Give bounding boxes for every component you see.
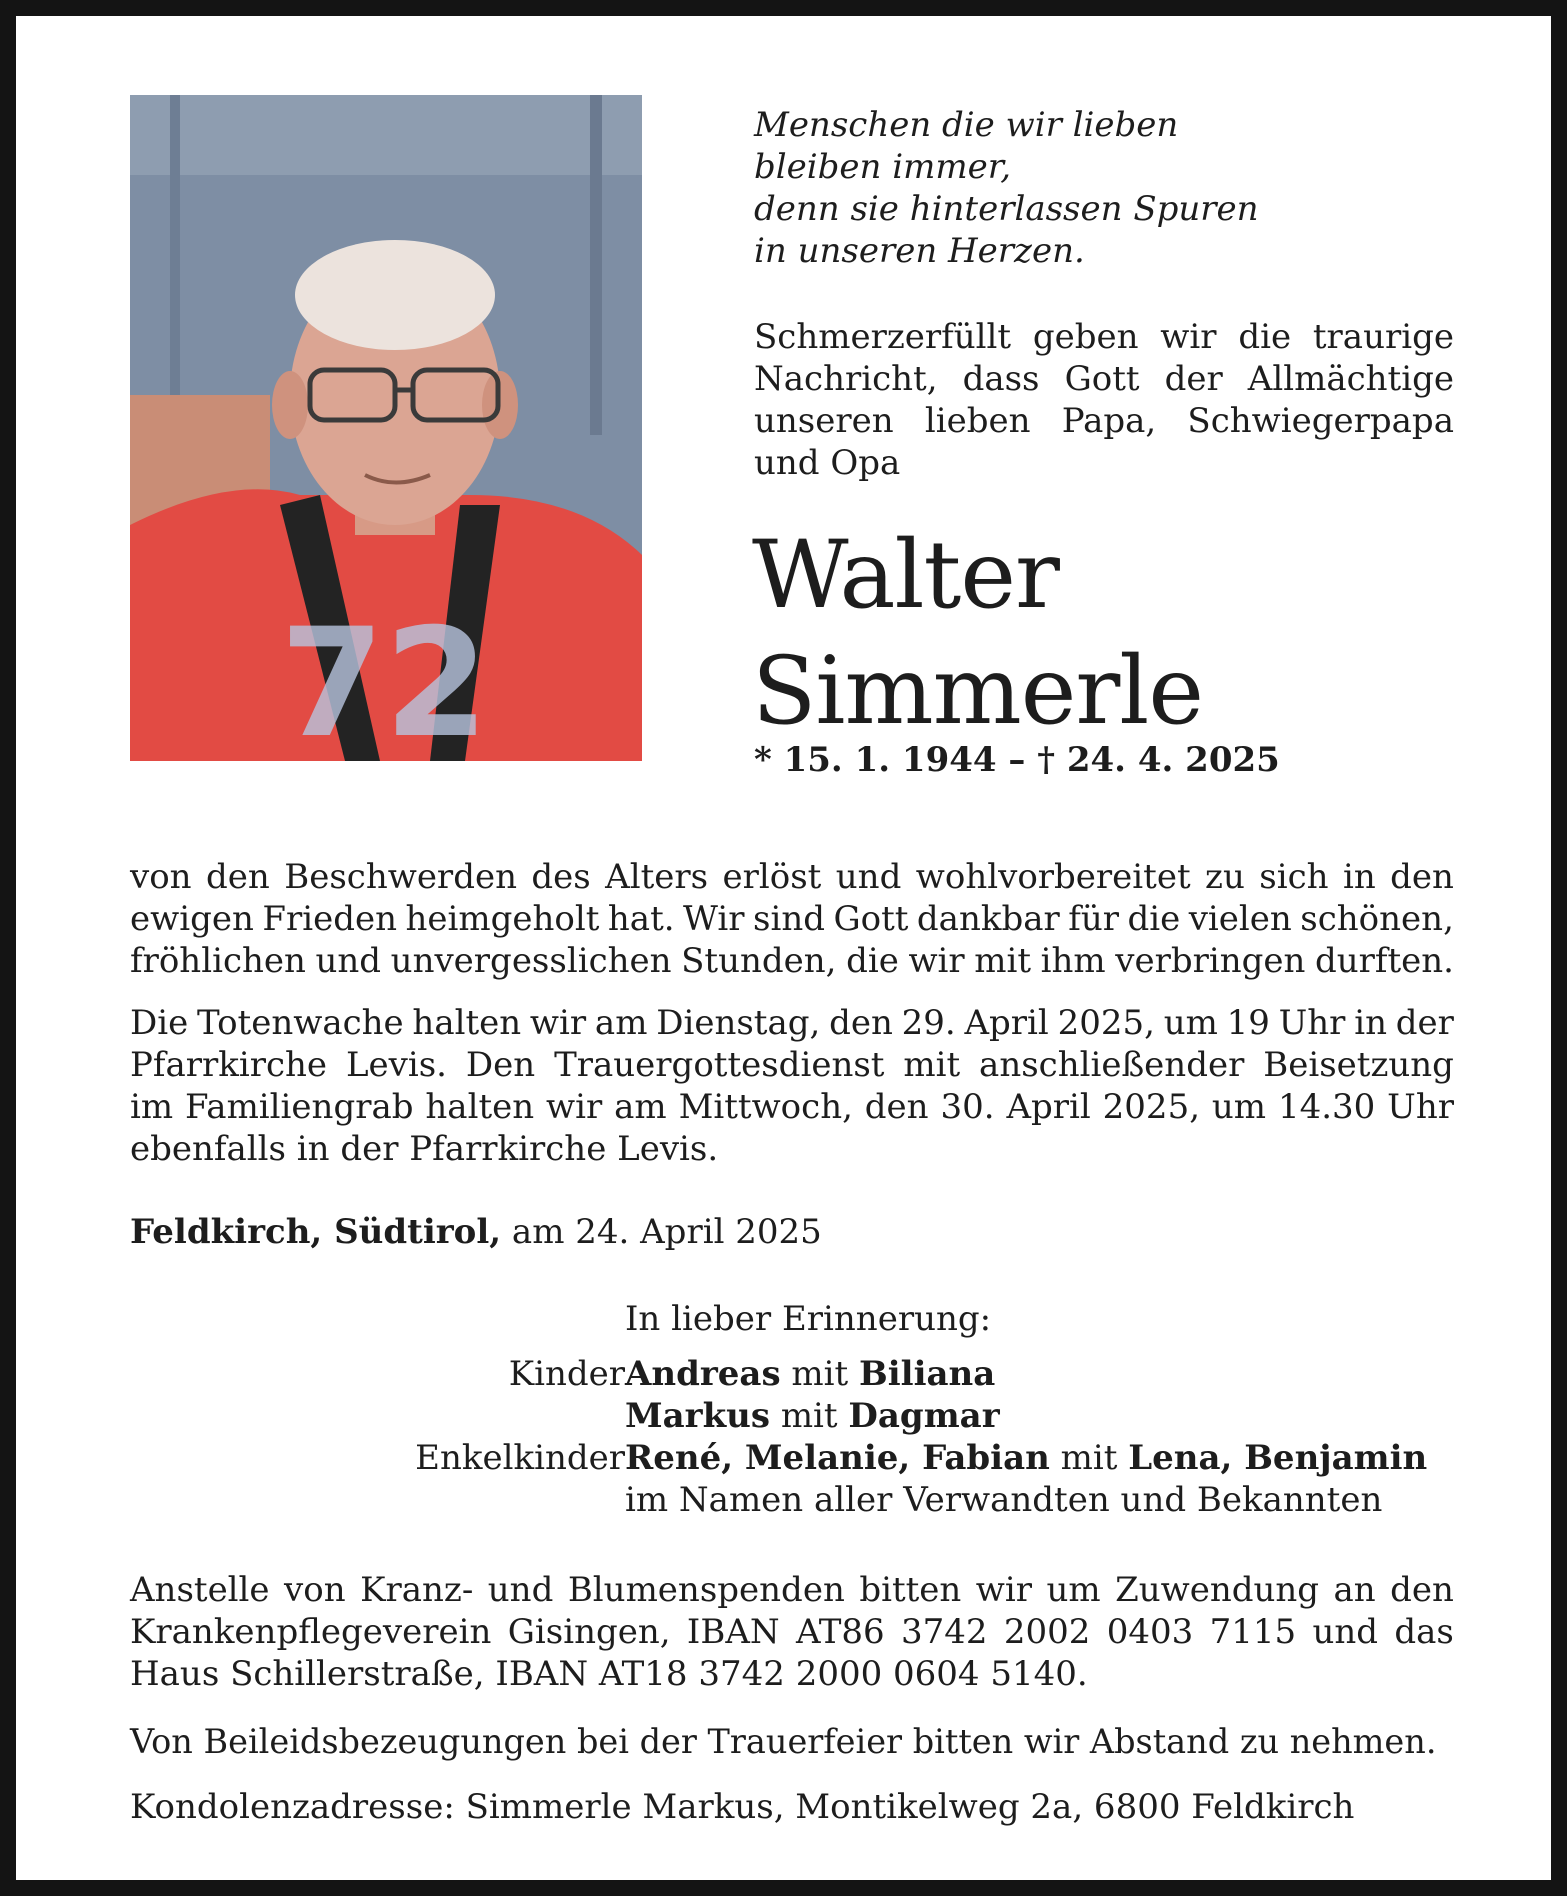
text-line: ebenfalls in der Pfarrkirche Levis. — [130, 1129, 719, 1169]
word: und Opa — [754, 443, 901, 483]
text-line: fröhlichen und unvergesslichen Stunden, die wir mit ihm verbringen durften. — [130, 941, 1454, 981]
motto-line: Menschen die wir lieben — [754, 105, 1179, 145]
name: René, Melanie, Fabian — [625, 1438, 1050, 1478]
body-paragraph-2 — [130, 1002, 1454, 1170]
name: Biliana — [859, 1354, 996, 1394]
word: Schmerzerfüllt — [754, 317, 1012, 357]
word: unseren — [754, 401, 894, 441]
text-line: Krankenpflegeverein Gisingen, IBAN AT86 3742 2002 0403 7115 und das — [130, 1612, 1454, 1652]
word: lieben — [924, 401, 1031, 441]
deceased-name — [752, 518, 1203, 750]
body-paragraph-4: Von Beileidsbezeugungen bei der Trauerfeier bitten wir Abstand zu nehmen. — [130, 1722, 1437, 1761]
body-paragraph-1 — [130, 856, 1454, 982]
motto-line: bleiben immer, — [754, 147, 1012, 187]
place-date — [130, 1212, 822, 1252]
kinder-label: Kinder — [508, 1354, 625, 1394]
word: geben — [1032, 317, 1139, 357]
conjunction: mit — [791, 1354, 849, 1394]
text-line: von den Beschwerden des Alters erlöst und wohlvorbereitet zu sich in den — [130, 857, 1454, 897]
kinder-names-2 — [625, 1396, 1000, 1436]
word: wir — [1160, 317, 1217, 357]
text-line: Haus Schillerstraße, IBAN AT18 3742 2000 0604 5140. — [130, 1654, 1088, 1694]
name: Dagmar — [848, 1396, 1000, 1436]
motto-line: denn sie hinterlassen Spuren — [754, 189, 1259, 229]
text-line: Pfarrkirche Levis. Den Trauergottesdienst mit anschließender Beisetzung — [130, 1045, 1454, 1085]
text-line: Anstelle von Kranz- und Blumenspenden bitten wir um Zuwendung an den — [130, 1570, 1454, 1610]
obituary-page — [16, 16, 1551, 1880]
intro-text — [754, 316, 1454, 484]
name: Andreas — [625, 1354, 781, 1394]
kinder-names-1 — [625, 1354, 995, 1394]
motto-quote — [754, 104, 1494, 272]
word: Gott — [1064, 359, 1140, 399]
word: dass — [962, 359, 1040, 399]
text-line: Die Totenwache halten wir am Dienstag, den 29. April 2025, um 19 Uhr in der — [130, 1003, 1454, 1043]
last-name: Simmerle — [752, 637, 1203, 746]
conjunction: mit — [1060, 1438, 1118, 1478]
name: Markus — [625, 1396, 770, 1436]
body-paragraph-3 — [130, 1569, 1454, 1695]
shirt-number: 72 — [280, 597, 489, 761]
enkel-label: Enkelkinder — [415, 1438, 625, 1478]
word: Papa, — [1061, 401, 1157, 441]
family-footer: im Namen aller Verwandten und Bekannten — [625, 1480, 1383, 1520]
motto-line: in unseren Herzen. — [754, 231, 1085, 271]
word: Nachricht, — [754, 359, 938, 399]
place-bold: Feldkirch, Südtirol, — [130, 1212, 502, 1252]
condolence-address: Kondolenzadresse: Simmerle Markus, Montikelweg 2a, 6800 Feldkirch — [130, 1787, 1355, 1827]
word: die — [1238, 317, 1292, 357]
first-name: Walter — [752, 521, 1059, 630]
place-date-rest: am 24. April 2025 — [511, 1212, 822, 1252]
enkel-names — [625, 1438, 1427, 1478]
text-line: im Familiengrab halten wir am Mittwoch, den 30. April 2025, um 14.30 Uhr — [130, 1087, 1454, 1127]
word: Schwiegerpapa — [1187, 401, 1454, 441]
word: der — [1164, 359, 1223, 399]
word: traurige — [1312, 317, 1454, 357]
word: Allmächtige — [1247, 359, 1454, 399]
text-line: ewigen Frieden heimgeholt hat. Wir sind Gott dankbar für die vielen schönen, — [130, 899, 1454, 939]
conjunction: mit — [780, 1396, 838, 1436]
portrait-photo — [130, 95, 642, 761]
family-header: In lieber Erinnerung: — [625, 1299, 992, 1339]
name: Lena, Benjamin — [1128, 1438, 1428, 1478]
life-dates: * 15. 1. 1944 – † 24. 4. 2025 — [754, 740, 1280, 780]
